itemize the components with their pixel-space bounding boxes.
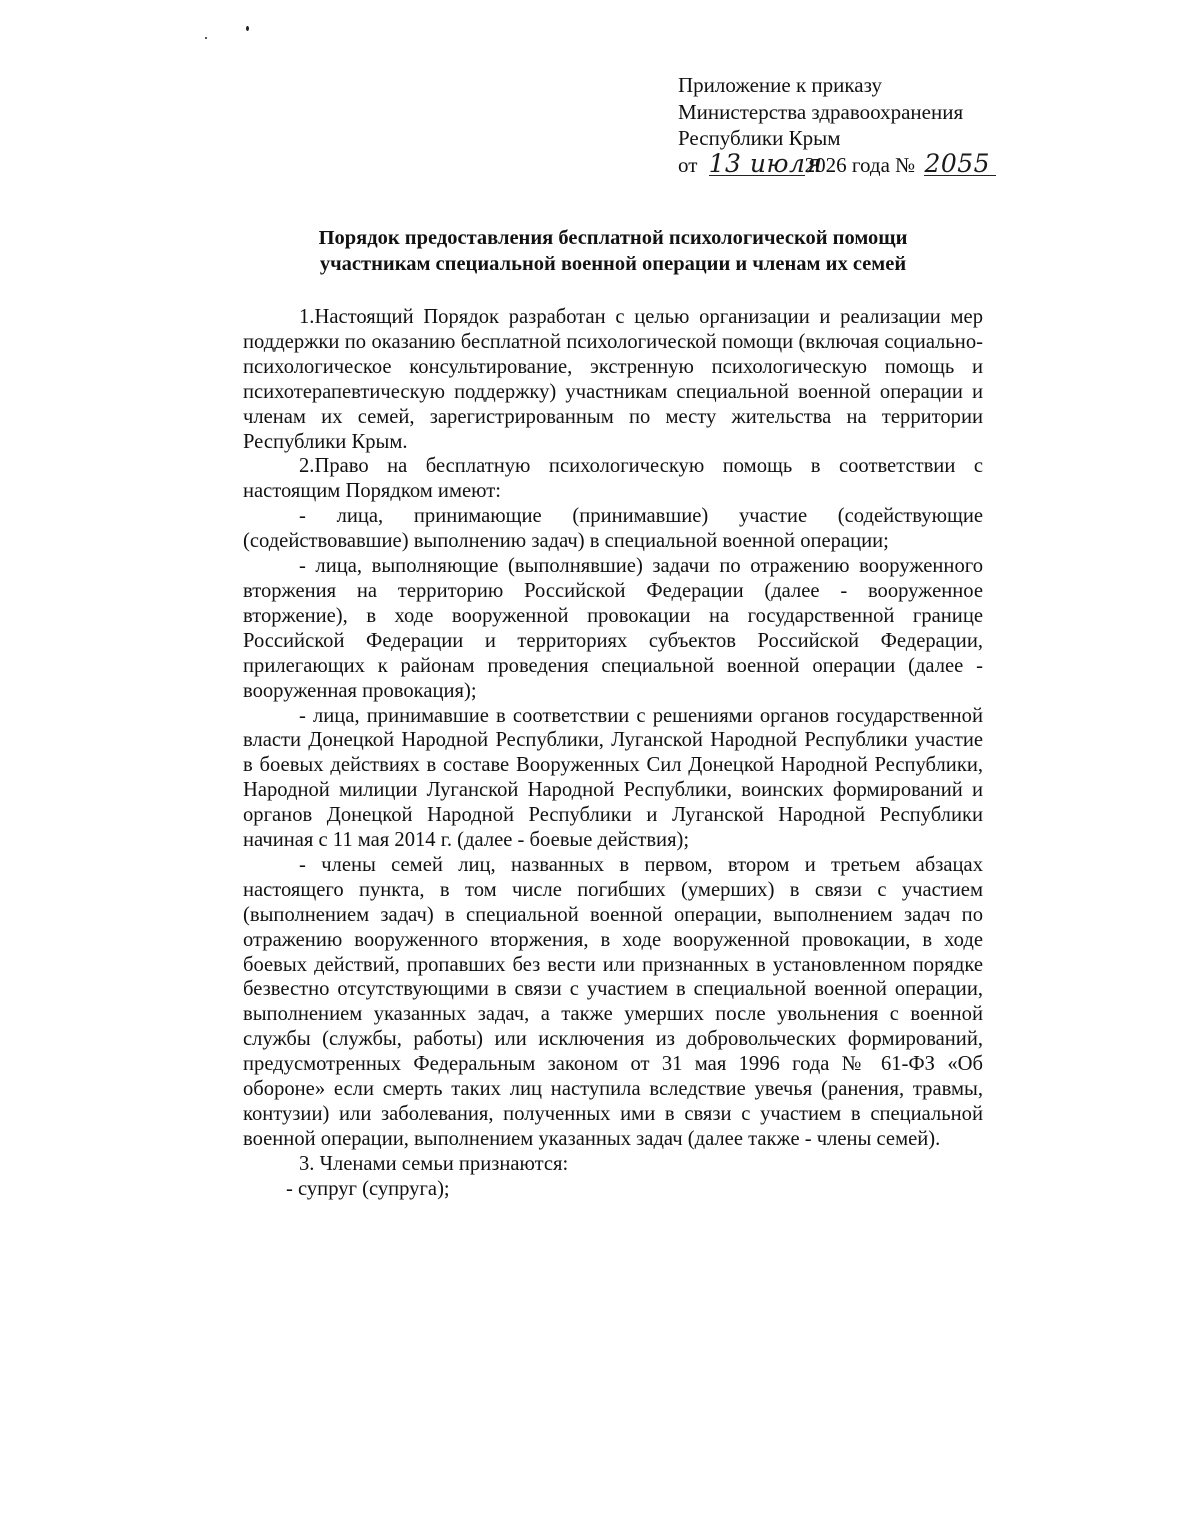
handwritten-order-number: 2055 <box>924 153 996 176</box>
paragraph-1-purpose: 1.Настоящий Порядок разработан с целью организации и реализации мер поддержки по оказанию бесплатной психологической помощи (включая социально-психологическое консультирование, экстренную психологическую помощь и психотерапевтическую поддержку) участникам специальной военной операции и членам их семей, зарегистрированным по месту жительства на территории Республики Крым. <box>243 306 983 453</box>
scan-speck <box>246 26 249 31</box>
document-title <box>243 226 983 277</box>
scan-speck <box>205 37 207 39</box>
title-line-1: Порядок предоставления бесплатной психологической помощи <box>318 227 908 249</box>
year-label: 2026 года № <box>804 152 916 177</box>
list-item-dnr-lnr-combatants: - лица, принимавшие в соответствии с решениями органов государственной власти Донецкой Народной Республики, Луганской Народной Республики участие в боевых действиях в составе Вооруженных Сил Донецкой Народной Республики, Народной милиции Луганской Народной Республики, воинских формирований и органов Донецкой Народной Республики и Луганской Народной Республики начиная с 11 мая 2014 г. (далее - боевые действия); <box>243 704 983 852</box>
handwritten-date: 13 июля <box>708 148 823 178</box>
order-annex-header <box>678 72 1108 178</box>
date-prefix: от <box>678 152 698 177</box>
list-item-svo-participants: - лица, принимающие (принимавшие) участие (содействующие (содействовавшие) выполнению задач) в специальной военной операции; <box>243 505 983 553</box>
header-line-date-number <box>678 148 1108 179</box>
header-line-republic: Республики Крым <box>678 126 841 150</box>
title-line-2: участникам специальной военной операции и членам их семей <box>319 252 907 275</box>
header-line-annex: Приложение к приказу <box>678 73 882 97</box>
list-item-family-members: - члены семей лиц, названных в первом, втором и третьем абзацах настоящего пункта, в том числе погибших (умерших) в связи с участием (выполнением задач) в специальной военной операции, выполнением задач по отражению вооруженного вторжения, в ходе вооруженной провокации, в ходе боевых действий, пропавших без вести или признанных в установленном порядке безвестно отсутствующими в связи с участием в специальной военной операции, выполнением указанных задач, а также умерших после увольнения с военной службы (службы, работы) или исключения из добровольческих формирований, предусмотренных Федеральным законом от 31 мая 1996 года № 61-ФЗ «Об обороне» если смерть таких лиц наступила вследствие увечья (ранения, травмы, контузии) или заболевания, полученных ими в связи с участием в специальной военной операции, выполнением указанных задач (далее также - члены семей). <box>243 853 983 1150</box>
list-item-invasion-defenders: - лица, выполняющие (выполнявшие) задачи по отражению вооруженного вторжения на территорию Российской Федерации (далее - вооруженное вторжение), в ходе вооруженной провокации на государственной границе Российской Федерации и территориях субъектов Российской Федерации, прилегающих к районам проведения специальной военной операции (далее - вооруженная провокация); <box>243 555 983 702</box>
paragraph-3-family-definition: 3. Членами семьи признаются: <box>299 1152 569 1175</box>
document-body <box>243 305 983 1202</box>
header-line-ministry: Министерства здравоохранения <box>678 99 964 124</box>
list-item-spouse: - супруг (супруга); <box>286 1177 450 1200</box>
paragraph-2-eligibility: 2.Право на бесплатную психологическую помощь в соответствии с настоящим Порядком имеют: <box>243 455 983 503</box>
